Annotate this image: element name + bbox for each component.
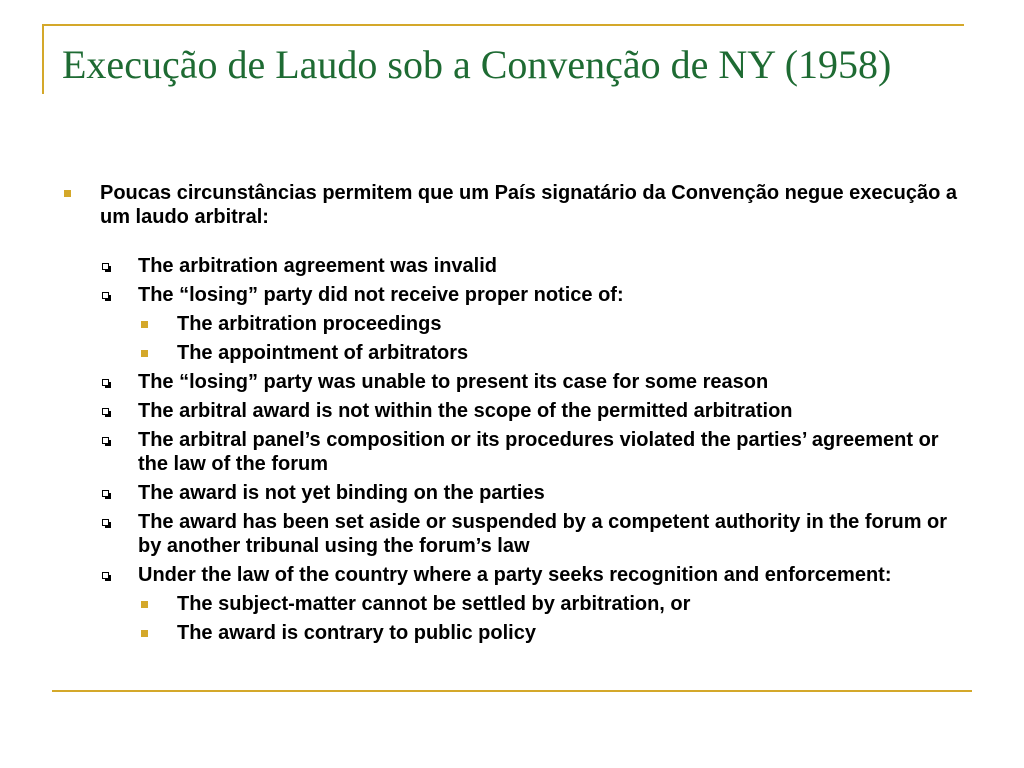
sub-bullet-text: The award has been set aside or suspended by a competent authority in the forum or by another tribunal using the forum’s law bbox=[138, 511, 948, 557]
bullet-text: Poucas circunstâncias permitem que um País signatário da Convenção negue execução a um laudo arbitral: bbox=[100, 182, 957, 228]
sub-bullet-item bbox=[62, 399, 962, 423]
hollow-square-bullet-icon bbox=[102, 519, 109, 526]
slide-content bbox=[62, 181, 962, 645]
sub-bullet-item bbox=[62, 481, 962, 505]
frame-bottom-rule bbox=[52, 690, 972, 692]
square-bullet-icon bbox=[141, 630, 148, 637]
sub-bullet-item bbox=[62, 563, 962, 587]
sub-bullet-item bbox=[62, 510, 962, 558]
sub-sub-bullet-item bbox=[62, 341, 962, 365]
sub-sub-bullet-item bbox=[62, 592, 962, 616]
square-bullet-icon bbox=[64, 190, 71, 197]
sub-bullet-text: Under the law of the country where a party seeks recognition and enforcement: bbox=[138, 564, 892, 586]
frame-top-rule bbox=[42, 24, 964, 26]
sub-bullet-text: The “losing” party was unable to present its case for some reason bbox=[138, 371, 769, 393]
sub-bullet-text: The arbitral panel’s composition or its procedures violated the parties’ agreement or the law of the forum bbox=[138, 429, 939, 475]
hollow-square-bullet-icon bbox=[102, 263, 109, 270]
sub-sub-bullet-item bbox=[62, 312, 962, 336]
sub-bullet-text: The “losing” party did not receive proper notice of: bbox=[138, 284, 624, 306]
hollow-square-bullet-icon bbox=[102, 490, 109, 497]
sub-bullet-text: The arbitral award is not within the scope of the permitted arbitration bbox=[138, 400, 793, 422]
sub-bullet-text: The arbitration agreement was invalid bbox=[138, 255, 497, 277]
sub-bullet-item bbox=[62, 428, 962, 476]
sub-sub-bullet-text: The appointment of arbitrators bbox=[177, 342, 469, 364]
hollow-square-bullet-icon bbox=[102, 408, 109, 415]
bullet-item bbox=[62, 181, 962, 229]
slide-title: Execução de Laudo sob a Convenção de NY (1958) bbox=[62, 42, 892, 87]
sub-sub-bullet-item bbox=[62, 621, 962, 645]
sub-bullet-text: The award is not yet binding on the parties bbox=[138, 482, 545, 504]
hollow-square-bullet-icon bbox=[102, 437, 109, 444]
hollow-square-bullet-icon bbox=[102, 292, 109, 299]
sub-sub-bullet-text: The award is contrary to public policy bbox=[177, 622, 536, 644]
hollow-square-bullet-icon bbox=[102, 379, 109, 386]
sub-bullet-item bbox=[62, 283, 962, 307]
square-bullet-icon bbox=[141, 601, 148, 608]
sub-bullet-item bbox=[62, 370, 962, 394]
square-bullet-icon bbox=[141, 321, 148, 328]
hollow-square-bullet-icon bbox=[102, 572, 109, 579]
sub-bullet-item bbox=[62, 254, 962, 278]
sub-sub-bullet-text: The arbitration proceedings bbox=[177, 313, 442, 335]
square-bullet-icon bbox=[141, 350, 148, 357]
sub-sub-bullet-text: The subject-matter cannot be settled by arbitration, or bbox=[177, 593, 691, 615]
frame-left-rule bbox=[42, 24, 44, 94]
